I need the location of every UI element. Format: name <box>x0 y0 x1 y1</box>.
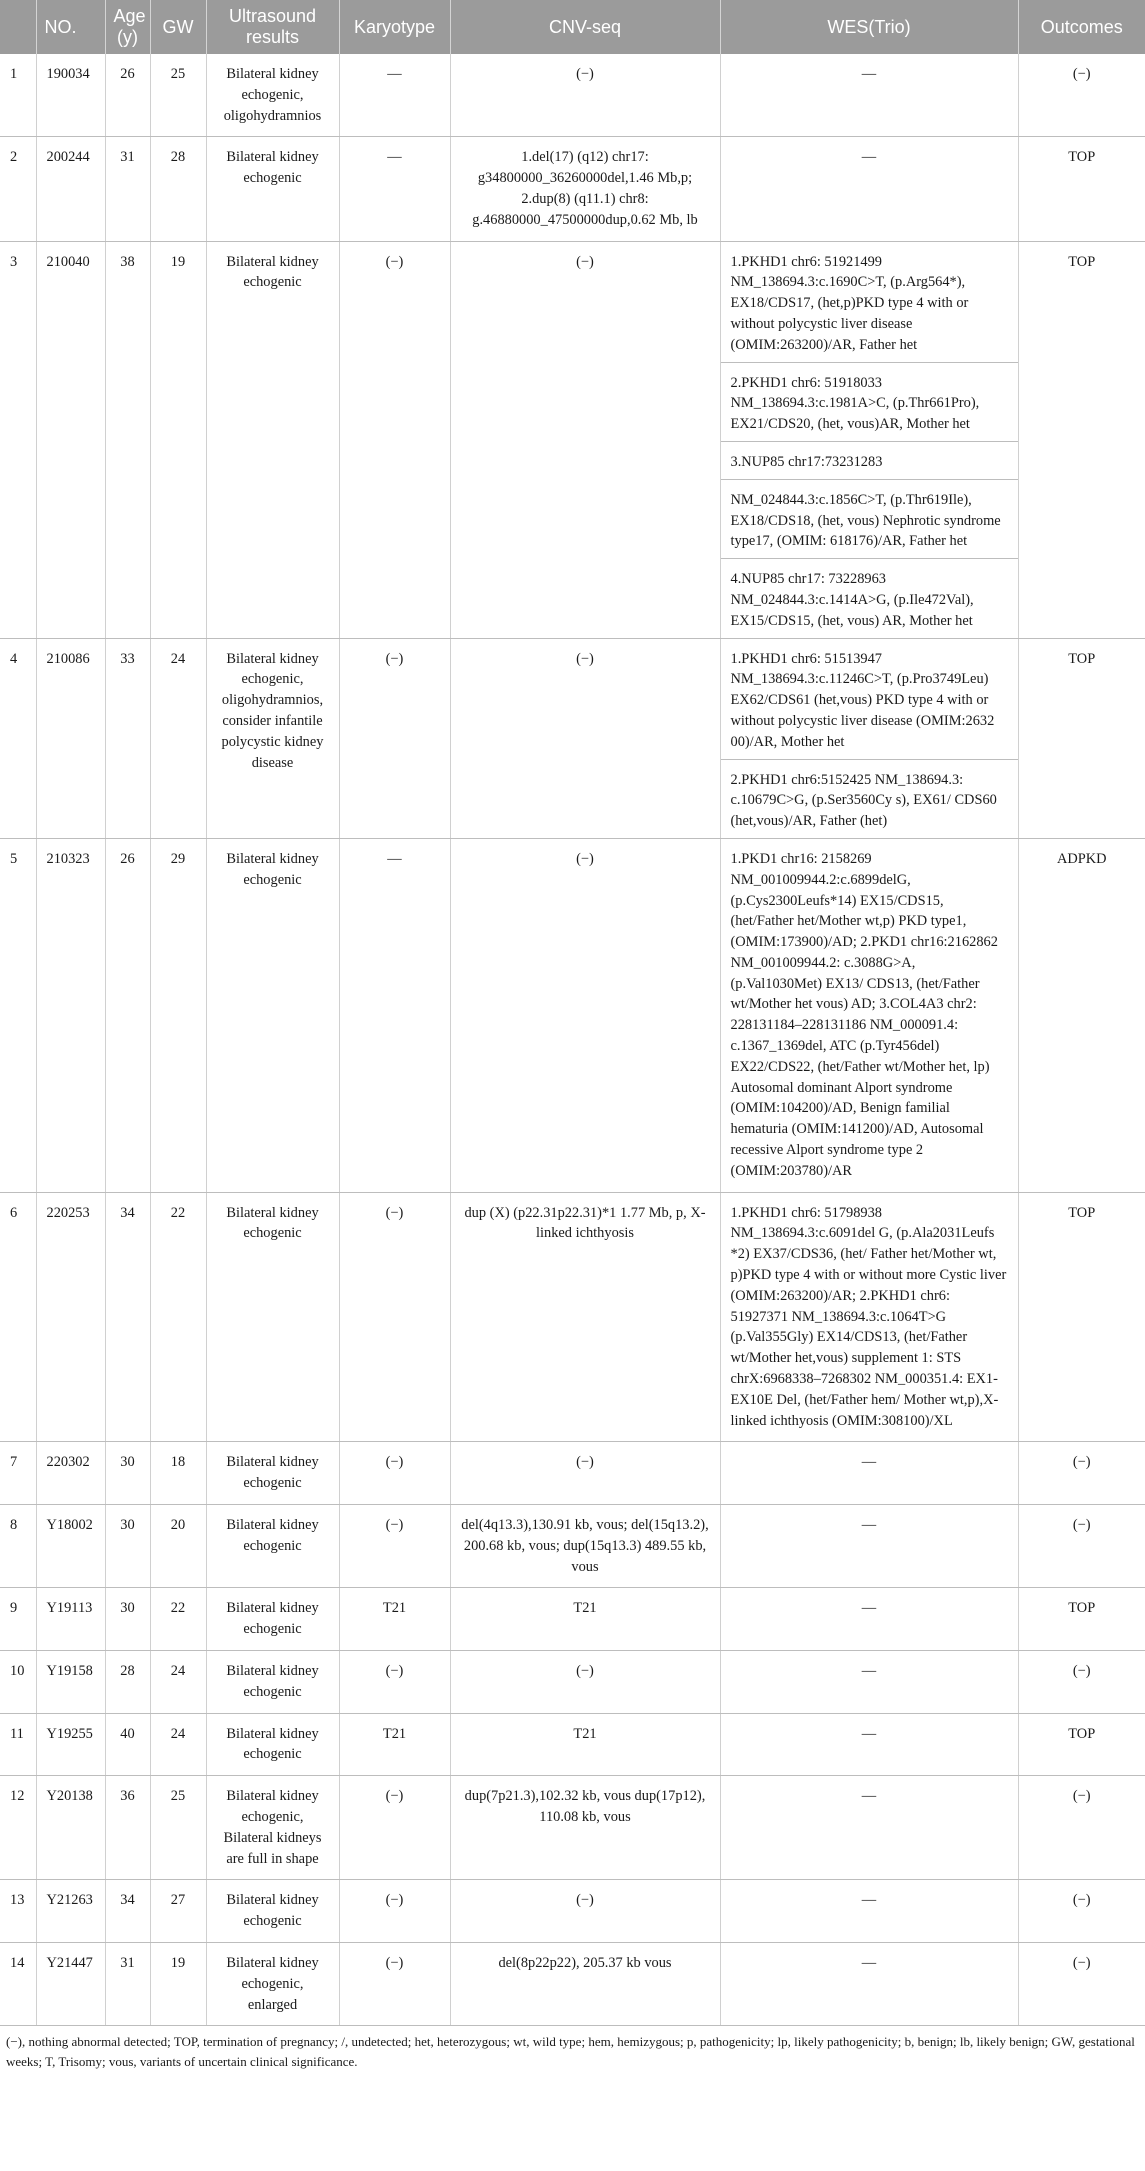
row-no: 10 <box>0 1651 36 1714</box>
sample-id: Y21447 <box>36 1942 105 2025</box>
sample-id: Y20138 <box>36 1776 105 1880</box>
wes-variant: 1.PKHD1 chr6: 51798938 NM_138694.3:c.6091del G, (p.Ala2031Leufs *2) EX37/CDS36, (het/ Father het/Mother wt, p)PKD type 4 with or without more Cystic liver (OMIM:263200)/AR; 2.PKHD1 chr6: 51927371 NM_138694.3:c.1064T>G (p.Val355Gly) EX14/CDS13, (het/Father wt/Mother het,vous) supplement 1: STS chrX:6968338–7268302 NM_000351.4: EX1-EX10E Del, (het/Father hem/ Mother wt,p),X-linked ichthyosis (OMIM:308100)/XL <box>730 1204 1007 1429</box>
karyotype-cell: (−) <box>339 1776 450 1880</box>
wes-cell <box>720 1880 1018 1943</box>
cnv-cell: T21 <box>450 1588 720 1651</box>
age-cell: 28 <box>105 1651 150 1714</box>
outcome-cell: (−) <box>1018 1651 1145 1714</box>
wes-variant: — <box>861 149 877 166</box>
cnv-cell: (−) <box>450 838 720 1192</box>
age-cell: 26 <box>105 838 150 1192</box>
row-no: 11 <box>0 1713 36 1776</box>
sample-id: 190034 <box>36 54 105 137</box>
table-row <box>0 1651 1145 1714</box>
ultrasound-cell: Bilateral kidney echogenic, oligohydramnios, consider infantile polycystic kidney disease <box>206 638 339 838</box>
ultrasound-cell: Bilateral kidney echogenic <box>206 1588 339 1651</box>
row-no: 8 <box>0 1505 36 1588</box>
header-wes: WES(Trio) <box>720 0 1018 54</box>
wes-cell <box>720 1776 1018 1880</box>
wes-variant: 2.PKHD1 chr6:5152425 NM_138694.3: c.10679C>G, (p.Ser3560Cy s), EX61/ CDS60 (het,vous)/AR, Father (het) <box>730 771 997 830</box>
ultrasound-cell: Bilateral kidney echogenic <box>206 1505 339 1588</box>
table-row <box>0 1880 1145 1943</box>
gw-cell: 24 <box>150 1713 206 1776</box>
sample-id: Y19255 <box>36 1713 105 1776</box>
wes-cell <box>720 1713 1018 1776</box>
wes-cell <box>720 137 1018 241</box>
cnv-cell: (−) <box>450 1651 720 1714</box>
outcome-cell: ADPKD <box>1018 838 1145 1192</box>
cnv-cell: (−) <box>450 1880 720 1943</box>
gw-cell: 28 <box>150 137 206 241</box>
outcome-cell: (−) <box>1018 1942 1145 2025</box>
outcome-cell: (−) <box>1018 54 1145 137</box>
row-no: 5 <box>0 838 36 1192</box>
cnv-cell: (−) <box>450 1442 720 1505</box>
outcome-cell: TOP <box>1018 241 1145 638</box>
sample-id: 200244 <box>36 137 105 241</box>
ultrasound-cell: Bilateral kidney echogenic, Bilateral kidneys are full in shape <box>206 1776 339 1880</box>
age-cell: 30 <box>105 1442 150 1505</box>
ultrasound-cell: Bilateral kidney echogenic <box>206 1192 339 1442</box>
table-row <box>0 1588 1145 1651</box>
outcome-cell: TOP <box>1018 1192 1145 1442</box>
wes-variant: 1.PKD1 chr16: 2158269 NM_001009944.2:c.6899delG, (p.Cys2300Leufs*14) EX15/CDS15, (het/Father het/Mother wt,p) PKD type1, (OMIM:173900)/AD; 2.PKD1 chr16:2162862 NM_001009944.2: c.3088G>A, (p.Val1030Met) EX13/ CDS13, (het/Father wt/Mother het vous) AD; 3.COL4A3 chr2: 228131184–228131186 NM_000091.4: c.1367_1369del, ATC (p.Tyr456del) EX22/CDS22, (het/Father wt/Mother het, lp) Autosomal dominant Alport syndrome (OMIM:104200)/AD, Benign familial hematuria (OMIM:141200)/AD, Autosomal recessive Alport syndrome type 2 (OMIM:203780)/AR <box>730 850 998 1179</box>
row-no: 4 <box>0 638 36 838</box>
ultrasound-cell: Bilateral kidney echogenic <box>206 1651 339 1714</box>
table-row <box>0 137 1145 241</box>
age-cell: 31 <box>105 1942 150 2025</box>
gw-cell: 19 <box>150 1942 206 2025</box>
age-cell: 40 <box>105 1713 150 1776</box>
age-cell: 26 <box>105 54 150 137</box>
header-row <box>0 0 1145 54</box>
gw-cell: 22 <box>150 1192 206 1442</box>
wes-variant: — <box>861 1663 877 1679</box>
wes-variant: 1.PKHD1 chr6: 51921499 NM_138694.3:c.1690C>T, (p.Arg564*), EX18/CDS17, (het,p)PKD type 4 with or without polycystic liver disease (OMIM:263200)/AR, Father het <box>721 242 1018 363</box>
wes-cell <box>720 1192 1018 1442</box>
wes-variant: — <box>861 1788 877 1805</box>
gw-cell: 18 <box>150 1442 206 1505</box>
table-row <box>0 241 1145 638</box>
wes-cell <box>720 838 1018 1192</box>
table-row <box>0 638 1145 838</box>
row-no: 12 <box>0 1776 36 1880</box>
header-no: NO. <box>36 0 105 54</box>
table-row <box>0 54 1145 137</box>
cnv-cell: del(8p22p22), 205.37 kb vous <box>450 1942 720 2025</box>
gw-cell: 22 <box>150 1588 206 1651</box>
sample-id: 220302 <box>36 1442 105 1505</box>
row-no: 9 <box>0 1588 36 1651</box>
cnv-cell: 1.del(17) (q12) chr17: g34800000_36260000del,1.46 Mb,p; 2.dup(8) (q11.1) chr8: g.46880000_47500000dup,0.62 Mb, lb <box>450 137 720 241</box>
header-karyotype: Karyotype <box>339 0 450 54</box>
header-ultrasound: Ultrasound results <box>206 0 339 54</box>
gw-cell: 29 <box>150 838 206 1192</box>
wes-variant: — <box>861 1954 877 1971</box>
karyotype-cell: — <box>339 838 450 1192</box>
wes-cell <box>720 1651 1018 1714</box>
ultrasound-cell: Bilateral kidney echogenic <box>206 1713 339 1776</box>
table-row <box>0 1192 1145 1442</box>
wes-variant: 4.NUP85 chr17: 73228963 NM_024844.3:c.1414A>G, (p.Ile472Val), EX15/CDS15, (het, vous) AR, Mother het <box>730 571 974 629</box>
wes-variant: 1.PKHD1 chr6: 51513947 NM_138694.3:c.11246C>T, (p.Pro3749Leu) EX62/CDS61 (het,vous) PKD type 4 with or without polycystic liver disease (OMIM:2632 00)/AR, Mother het <box>721 639 1018 760</box>
age-cell: 34 <box>105 1880 150 1943</box>
row-no: 13 <box>0 1880 36 1943</box>
wes-variant: NM_024844.3:c.1856C>T, (p.Thr619Ile), EX18/CDS18, (het, vous) Nephrotic syndrome type17, (OMIM: 618176)/AR, Father het <box>721 480 1018 559</box>
header-outcomes: Outcomes <box>1018 0 1145 54</box>
cnv-cell: (−) <box>450 638 720 838</box>
karyotype-cell: (−) <box>339 1192 450 1442</box>
sample-id: Y19113 <box>36 1588 105 1651</box>
row-no: 7 <box>0 1442 36 1505</box>
wes-variant: — <box>861 1600 877 1617</box>
karyotype-cell: T21 <box>339 1588 450 1651</box>
wes-cell <box>720 241 1018 638</box>
outcome-cell: TOP <box>1018 1713 1145 1776</box>
gw-cell: 25 <box>150 54 206 137</box>
ultrasound-cell: Bilateral kidney echogenic <box>206 1442 339 1505</box>
sample-id: Y21263 <box>36 1880 105 1943</box>
age-cell: 34 <box>105 1192 150 1442</box>
header-cell <box>0 0 36 54</box>
table-row <box>0 1442 1145 1505</box>
gw-cell: 25 <box>150 1776 206 1880</box>
outcome-cell: (−) <box>1018 1776 1145 1880</box>
gw-cell: 19 <box>150 241 206 638</box>
wes-variant: — <box>861 1892 877 1909</box>
karyotype-cell: (−) <box>339 638 450 838</box>
sample-id: 220253 <box>36 1192 105 1442</box>
ultrasound-cell: Bilateral kidney echogenic <box>206 1880 339 1943</box>
outcome-cell: (−) <box>1018 1442 1145 1505</box>
karyotype-cell: (−) <box>339 241 450 638</box>
outcome-cell: TOP <box>1018 137 1145 241</box>
cnv-cell: (−) <box>450 241 720 638</box>
age-cell: 38 <box>105 241 150 638</box>
karyotype-cell: T21 <box>339 1713 450 1776</box>
ultrasound-cell: Bilateral kidney echogenic, oligohydramnios <box>206 54 339 137</box>
row-no: 1 <box>0 54 36 137</box>
ultrasound-cell: Bilateral kidney echogenic <box>206 241 339 638</box>
karyotype-cell: (−) <box>339 1651 450 1714</box>
wes-variant: 2.PKHD1 chr6: 51918033 NM_138694.3:c.1981A>C, (p.Thr661Pro), EX21/CDS20, (het, vous)AR, Mother het <box>721 363 1018 442</box>
row-no: 14 <box>0 1942 36 2025</box>
age-cell: 33 <box>105 638 150 838</box>
table-row <box>0 1505 1145 1588</box>
header-cnv: CNV-seq <box>450 0 720 54</box>
table-row <box>0 1776 1145 1880</box>
cnv-cell: (−) <box>450 54 720 137</box>
wes-cell <box>720 638 1018 838</box>
ultrasound-cell: Bilateral kidney echogenic <box>206 838 339 1192</box>
wes-variant: — <box>861 1725 877 1742</box>
row-no: 2 <box>0 137 36 241</box>
gw-cell: 27 <box>150 1880 206 1943</box>
outcome-cell: (−) <box>1018 1505 1145 1588</box>
age-cell: 36 <box>105 1776 150 1880</box>
header-gw: GW <box>150 0 206 54</box>
outcome-cell: (−) <box>1018 1880 1145 1943</box>
sample-id: Y19158 <box>36 1651 105 1714</box>
wes-variant: — <box>861 1454 877 1471</box>
cnv-cell: dup (X) (p22.31p22.31)*1 1.77 Mb, p, X-linked ichthyosis <box>450 1192 720 1442</box>
karyotype-cell: (−) <box>339 1442 450 1505</box>
wes-cell <box>720 1505 1018 1588</box>
karyotype-cell: — <box>339 137 450 241</box>
table-row <box>0 838 1145 1192</box>
karyotype-cell: (−) <box>339 1880 450 1943</box>
table-row <box>0 1713 1145 1776</box>
karyotype-cell: (−) <box>339 1505 450 1588</box>
sample-id: 210086 <box>36 638 105 838</box>
cnv-cell: dup(7p21.3),102.32 kb, vous dup(17p12), 110.08 kb, vous <box>450 1776 720 1880</box>
wes-cell <box>720 54 1018 137</box>
gw-cell: 24 <box>150 638 206 838</box>
header-age: Age (y) <box>105 0 150 54</box>
row-no: 3 <box>0 241 36 638</box>
wes-variant: — <box>861 66 877 82</box>
cnv-cell: T21 <box>450 1713 720 1776</box>
ultrasound-cell: Bilateral kidney echogenic <box>206 137 339 241</box>
wes-cell <box>720 1588 1018 1651</box>
age-cell: 30 <box>105 1505 150 1588</box>
cnv-cell: del(4q13.3),130.91 kb, vous; del(15q13.2), 200.68 kb, vous; dup(15q13.3) 489.55 kb, vous <box>450 1505 720 1588</box>
gw-cell: 20 <box>150 1505 206 1588</box>
row-no: 6 <box>0 1192 36 1442</box>
wes-cell <box>720 1442 1018 1505</box>
footnote: (−), nothing abnormal detected; TOP, termination of pregnancy; /, undetected; het, heterozygous; wt, wild type; hem, hemizygous; p, pathogenicity; lp, likely pathogenicity; b, benign; lb, likely benign; GW, gestational weeks; T, Trisomy; vous, variants of uncertain clinical significance. <box>0 2026 1145 2079</box>
karyotype-cell: — <box>339 54 450 137</box>
sample-id: 210040 <box>36 241 105 638</box>
outcome-cell: TOP <box>1018 1588 1145 1651</box>
outcome-cell: TOP <box>1018 638 1145 838</box>
sample-id: Y18002 <box>36 1505 105 1588</box>
wes-variant: 3.NUP85 chr17:73231283 <box>721 442 1018 480</box>
sample-id: 210323 <box>36 838 105 1192</box>
age-cell: 31 <box>105 137 150 241</box>
wes-cell <box>720 1942 1018 2025</box>
ultrasound-cell: Bilateral kidney echogenic, enlarged <box>206 1942 339 2025</box>
gw-cell: 24 <box>150 1651 206 1714</box>
karyotype-cell: (−) <box>339 1942 450 2025</box>
age-cell: 30 <box>105 1588 150 1651</box>
wes-variant: — <box>861 1517 877 1534</box>
table-row <box>0 1942 1145 2025</box>
